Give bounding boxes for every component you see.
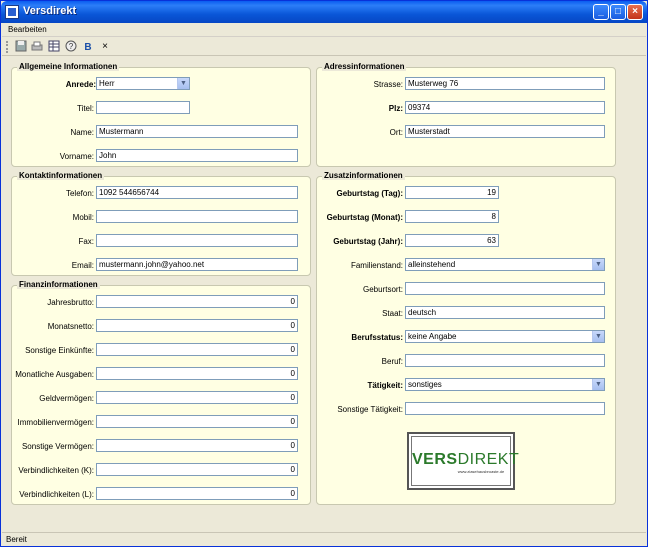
verbindlichkeiten-l-label: Verbindlichkeiten (L): xyxy=(19,490,94,499)
print-icon[interactable] xyxy=(30,40,44,54)
staat-input[interactable]: deutsch xyxy=(405,306,605,319)
familienstand-label: Familienstand: xyxy=(350,261,403,270)
group-adresse-title: Adressinformationen xyxy=(324,62,405,71)
name-label: Name: xyxy=(70,128,94,137)
monatliche-ausgaben-label: Monatliche Ausgaben: xyxy=(15,370,94,379)
geburtstag-jahr-label: Geburtstag (Jahr): xyxy=(333,237,403,246)
bold-b-icon[interactable] xyxy=(81,40,95,54)
group-adresse xyxy=(316,62,616,167)
geburtsort-label: Geburtsort: xyxy=(362,285,403,294)
logo-wordmark xyxy=(412,451,520,469)
immobilienvermoegen-input[interactable]: 0 xyxy=(96,415,298,428)
email-label: Email: xyxy=(71,261,94,270)
logo-frame xyxy=(411,436,520,486)
svg-text:B: B xyxy=(84,42,92,52)
jahresbrutto-label: Jahresbrutto: xyxy=(47,298,94,307)
taetigkeit-select[interactable] xyxy=(405,378,605,391)
geldvermoegen-input[interactable]: 0 xyxy=(96,391,298,404)
group-zusatz-title: Zusatzinformationen xyxy=(324,171,403,180)
strasse-label: Strasse: xyxy=(373,80,403,89)
taetigkeit-value: sonstiges xyxy=(408,380,442,389)
verbindlichkeiten-k-label: Verbindlichkeiten (K): xyxy=(18,466,94,475)
geburtsort-input[interactable] xyxy=(405,282,605,295)
beruf-label: Beruf: xyxy=(381,357,403,366)
chevron-down-icon[interactable]: ▼ xyxy=(592,259,604,270)
geburtstag-monat-label: Geburtstag (Monat): xyxy=(326,213,403,222)
table-icon[interactable] xyxy=(47,40,61,54)
svg-text:?: ? xyxy=(68,42,74,51)
jahresbrutto-input[interactable]: 0 xyxy=(96,295,298,308)
geburtstag-monat-input[interactable]: 8 xyxy=(405,210,499,223)
status-text: Bereit xyxy=(6,535,27,544)
plz-label: Plz: xyxy=(388,104,403,113)
group-zusatz xyxy=(316,171,616,505)
mobil-label: Mobil: xyxy=(72,213,94,222)
titel-label: Titel: xyxy=(76,104,94,113)
fax-label: Fax: xyxy=(78,237,94,246)
anrede-value: Herr xyxy=(99,79,115,88)
close-x-icon[interactable]: × xyxy=(102,41,108,52)
group-finanz-title: Finanzinformationen xyxy=(19,280,98,289)
status-bar xyxy=(2,532,646,546)
immobilienvermoegen-label: Immobilienvermögen: xyxy=(17,418,94,427)
monatsnetto-input[interactable]: 0 xyxy=(96,319,298,332)
logo-direkt-text: DIREKT xyxy=(457,451,520,468)
sonstige-taetigkeit-label: Sonstige Tätigkeit: xyxy=(337,405,403,414)
ort-label: Ort: xyxy=(389,128,403,137)
geburtstag-tag-label: Geburtstag (Tag): xyxy=(336,189,403,198)
save-icon[interactable] xyxy=(14,40,28,54)
logo-vers-text: VERS xyxy=(412,451,458,468)
anrede-select[interactable] xyxy=(96,77,190,90)
geburtstag-tag-input[interactable]: 19 xyxy=(405,186,499,199)
content-area xyxy=(2,57,646,531)
group-allgemein-title: Allgemeine Informationen xyxy=(19,62,118,71)
monatliche-ausgaben-input[interactable]: 0 xyxy=(96,367,298,380)
minimize-button[interactable]: _ xyxy=(593,4,609,20)
toolbar-grip[interactable] xyxy=(6,41,9,53)
beruf-input[interactable] xyxy=(405,354,605,367)
mobil-input[interactable] xyxy=(96,210,298,223)
verbindlichkeiten-l-input[interactable]: 0 xyxy=(96,487,298,500)
titel-input[interactable] xyxy=(96,101,190,114)
chevron-down-icon[interactable]: ▼ xyxy=(592,331,604,342)
berufsstatus-value: keine Angabe xyxy=(408,332,457,341)
berufsstatus-select[interactable] xyxy=(405,330,605,343)
sonstige-einkuenfte-label: Sonstige Einkünfte: xyxy=(25,346,94,355)
maximize-button[interactable]: □ xyxy=(610,4,626,20)
strasse-input[interactable]: Musterweg 76 xyxy=(405,77,605,90)
familienstand-select[interactable] xyxy=(405,258,605,271)
sonstige-vermoegen-input[interactable]: 0 xyxy=(96,439,298,452)
sonstige-vermoegen-label: Sonstige Vermögen: xyxy=(21,442,94,451)
group-kontakt xyxy=(11,171,311,276)
monatsnetto-label: Monatsnetto: xyxy=(47,322,94,331)
name-input[interactable]: Mustermann xyxy=(96,125,298,138)
menu-bar xyxy=(2,23,646,37)
group-finanz xyxy=(11,280,311,505)
familienstand-value: alleinstehend xyxy=(408,260,456,269)
vorname-label: Vorname: xyxy=(59,152,94,161)
chevron-down-icon[interactable]: ▼ xyxy=(592,379,604,390)
taetigkeit-label: Tätigkeit: xyxy=(367,381,403,390)
logo-url-text: www.ziasehausbroaste.de xyxy=(457,469,505,474)
menu-bearbeiten[interactable]: Bearbeiten xyxy=(8,25,47,34)
group-allgemein xyxy=(11,62,311,167)
close-button[interactable]: × xyxy=(627,4,643,20)
geldvermoegen-label: Geldvermögen: xyxy=(39,394,94,403)
group-kontakt-title: Kontaktinformationen xyxy=(19,171,103,180)
staat-label: Staat: xyxy=(382,309,403,318)
help-icon[interactable] xyxy=(64,40,78,54)
chevron-down-icon[interactable]: ▼ xyxy=(177,78,189,89)
fax-input[interactable] xyxy=(96,234,298,247)
geburtstag-jahr-input[interactable]: 63 xyxy=(405,234,499,247)
email-input[interactable]: mustermann.john@yahoo.net xyxy=(96,258,298,271)
vorname-input[interactable]: John xyxy=(96,149,298,162)
app-icon xyxy=(5,5,19,19)
versdirekt-logo xyxy=(407,432,520,490)
title-bar[interactable] xyxy=(1,1,647,23)
ort-input[interactable]: Musterstadt xyxy=(405,125,605,138)
plz-input[interactable]: 09374 xyxy=(405,101,605,114)
verbindlichkeiten-k-input[interactable]: 0 xyxy=(96,463,298,476)
window-title: Versdirekt xyxy=(23,5,77,17)
toolbar xyxy=(2,38,646,56)
telefon-input[interactable]: 1092 544656744 xyxy=(96,186,298,199)
berufsstatus-label: Berufsstatus: xyxy=(351,333,403,342)
telefon-label: Telefon: xyxy=(65,189,94,198)
sonstige-taetigkeit-input[interactable] xyxy=(405,402,605,415)
anrede-label: Anrede: xyxy=(65,80,96,89)
sonstige-einkuenfte-input[interactable]: 0 xyxy=(96,343,298,356)
